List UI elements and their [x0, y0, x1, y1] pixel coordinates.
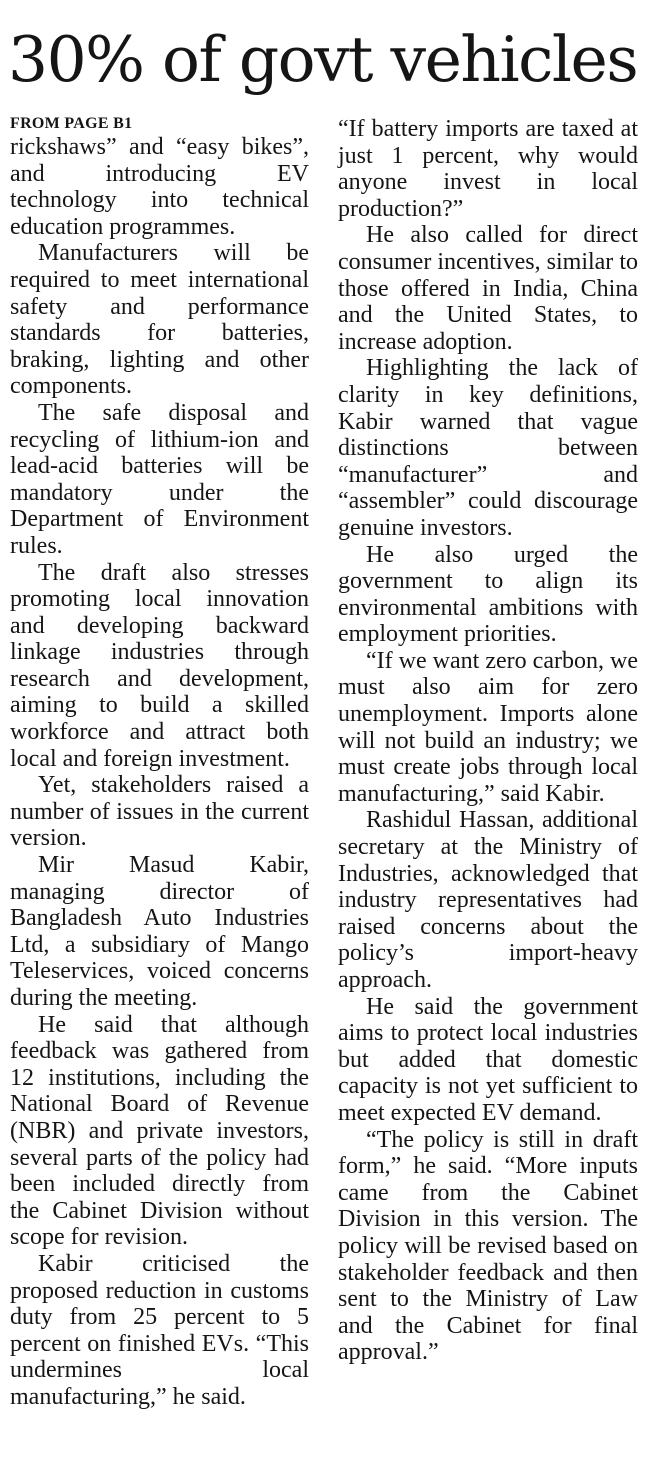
paragraph: Mir Masud Kabir, managing director of Bangladesh Auto Industries Ltd, a subsidiary of Mango Teleservices, voiced concerns during the meeting.: [10, 852, 309, 1011]
paragraph: Manufacturers will be required to meet international safety and performance standards for batteries, braking, lighting and other components.: [10, 240, 309, 400]
paragraph: The safe disposal and recycling of lithium-ion and lead-acid batteries will be mandatory under the Department of Environment rules.: [10, 399, 309, 559]
left-column: [10, 114, 309, 1411]
paragraph: Rashidul Hassan, additional secretary at the Ministry of Industries, acknowledged that industry representatives had raised concerns about the policy’s import-heavy approach.: [338, 807, 638, 993]
continued-from-label: FROM PAGE B1: [10, 115, 133, 132]
paragraph: The draft also stresses promoting local innovation and developing backward linkage industries through research and development, aiming to build a skilled workforce and attract both local and foreign investment.: [10, 559, 309, 772]
paragraph: “The policy is still in draft form,” he said. “More inputs came from the Cabinet Division in this version. The policy will be revised based on stakeholder feedback and then sent to the Ministry of Law and the Cabinet for final approval.”: [338, 1126, 638, 1366]
paragraph: Kabir criticised the proposed reduction in customs duty from 25 percent to 5 percent on finished EVs. “This undermines local manufacturing,” he said.: [10, 1250, 309, 1410]
paragraph: He also called for direct consumer incentives, similar to those offered in India, China and the United States, to increase adoption.: [338, 222, 638, 355]
headline: 30% of govt vehicles: [8, 23, 638, 96]
right-column: [338, 116, 638, 1366]
paragraph: “If we want zero carbon, we must also aim for zero unemployment. Imports alone will not build an industry; we must create jobs through local manufacturing,” said Kabir.: [338, 647, 638, 807]
paragraph: Highlighting the lack of clarity in key definitions, Kabir warned that vague distinctions between “manufacturer” and “assembler” could discourage genuine investors.: [338, 355, 638, 541]
paragraph: rickshaws” and “easy bikes”, and introducing EV technology into technical education programmes.: [10, 134, 309, 240]
paragraph: “If battery imports are taxed at just 1 percent, why would anyone invest in local production?”: [338, 116, 638, 222]
paragraph: He said that although feedback was gathered from 12 institutions, including the National Board of Revenue (NBR) and private investors, several parts of the policy had been included directly from the Cabinet Division without scope for revision.: [10, 1011, 309, 1251]
paragraph: He also urged the government to align its environmental ambitions with employment priorities.: [338, 541, 638, 648]
paragraph: He said the government aims to protect local industries but added that domestic capacity is not yet sufficient to meet expected EV demand.: [338, 993, 638, 1126]
paragraph: Yet, stakeholders raised a number of issues in the current version.: [10, 772, 309, 852]
